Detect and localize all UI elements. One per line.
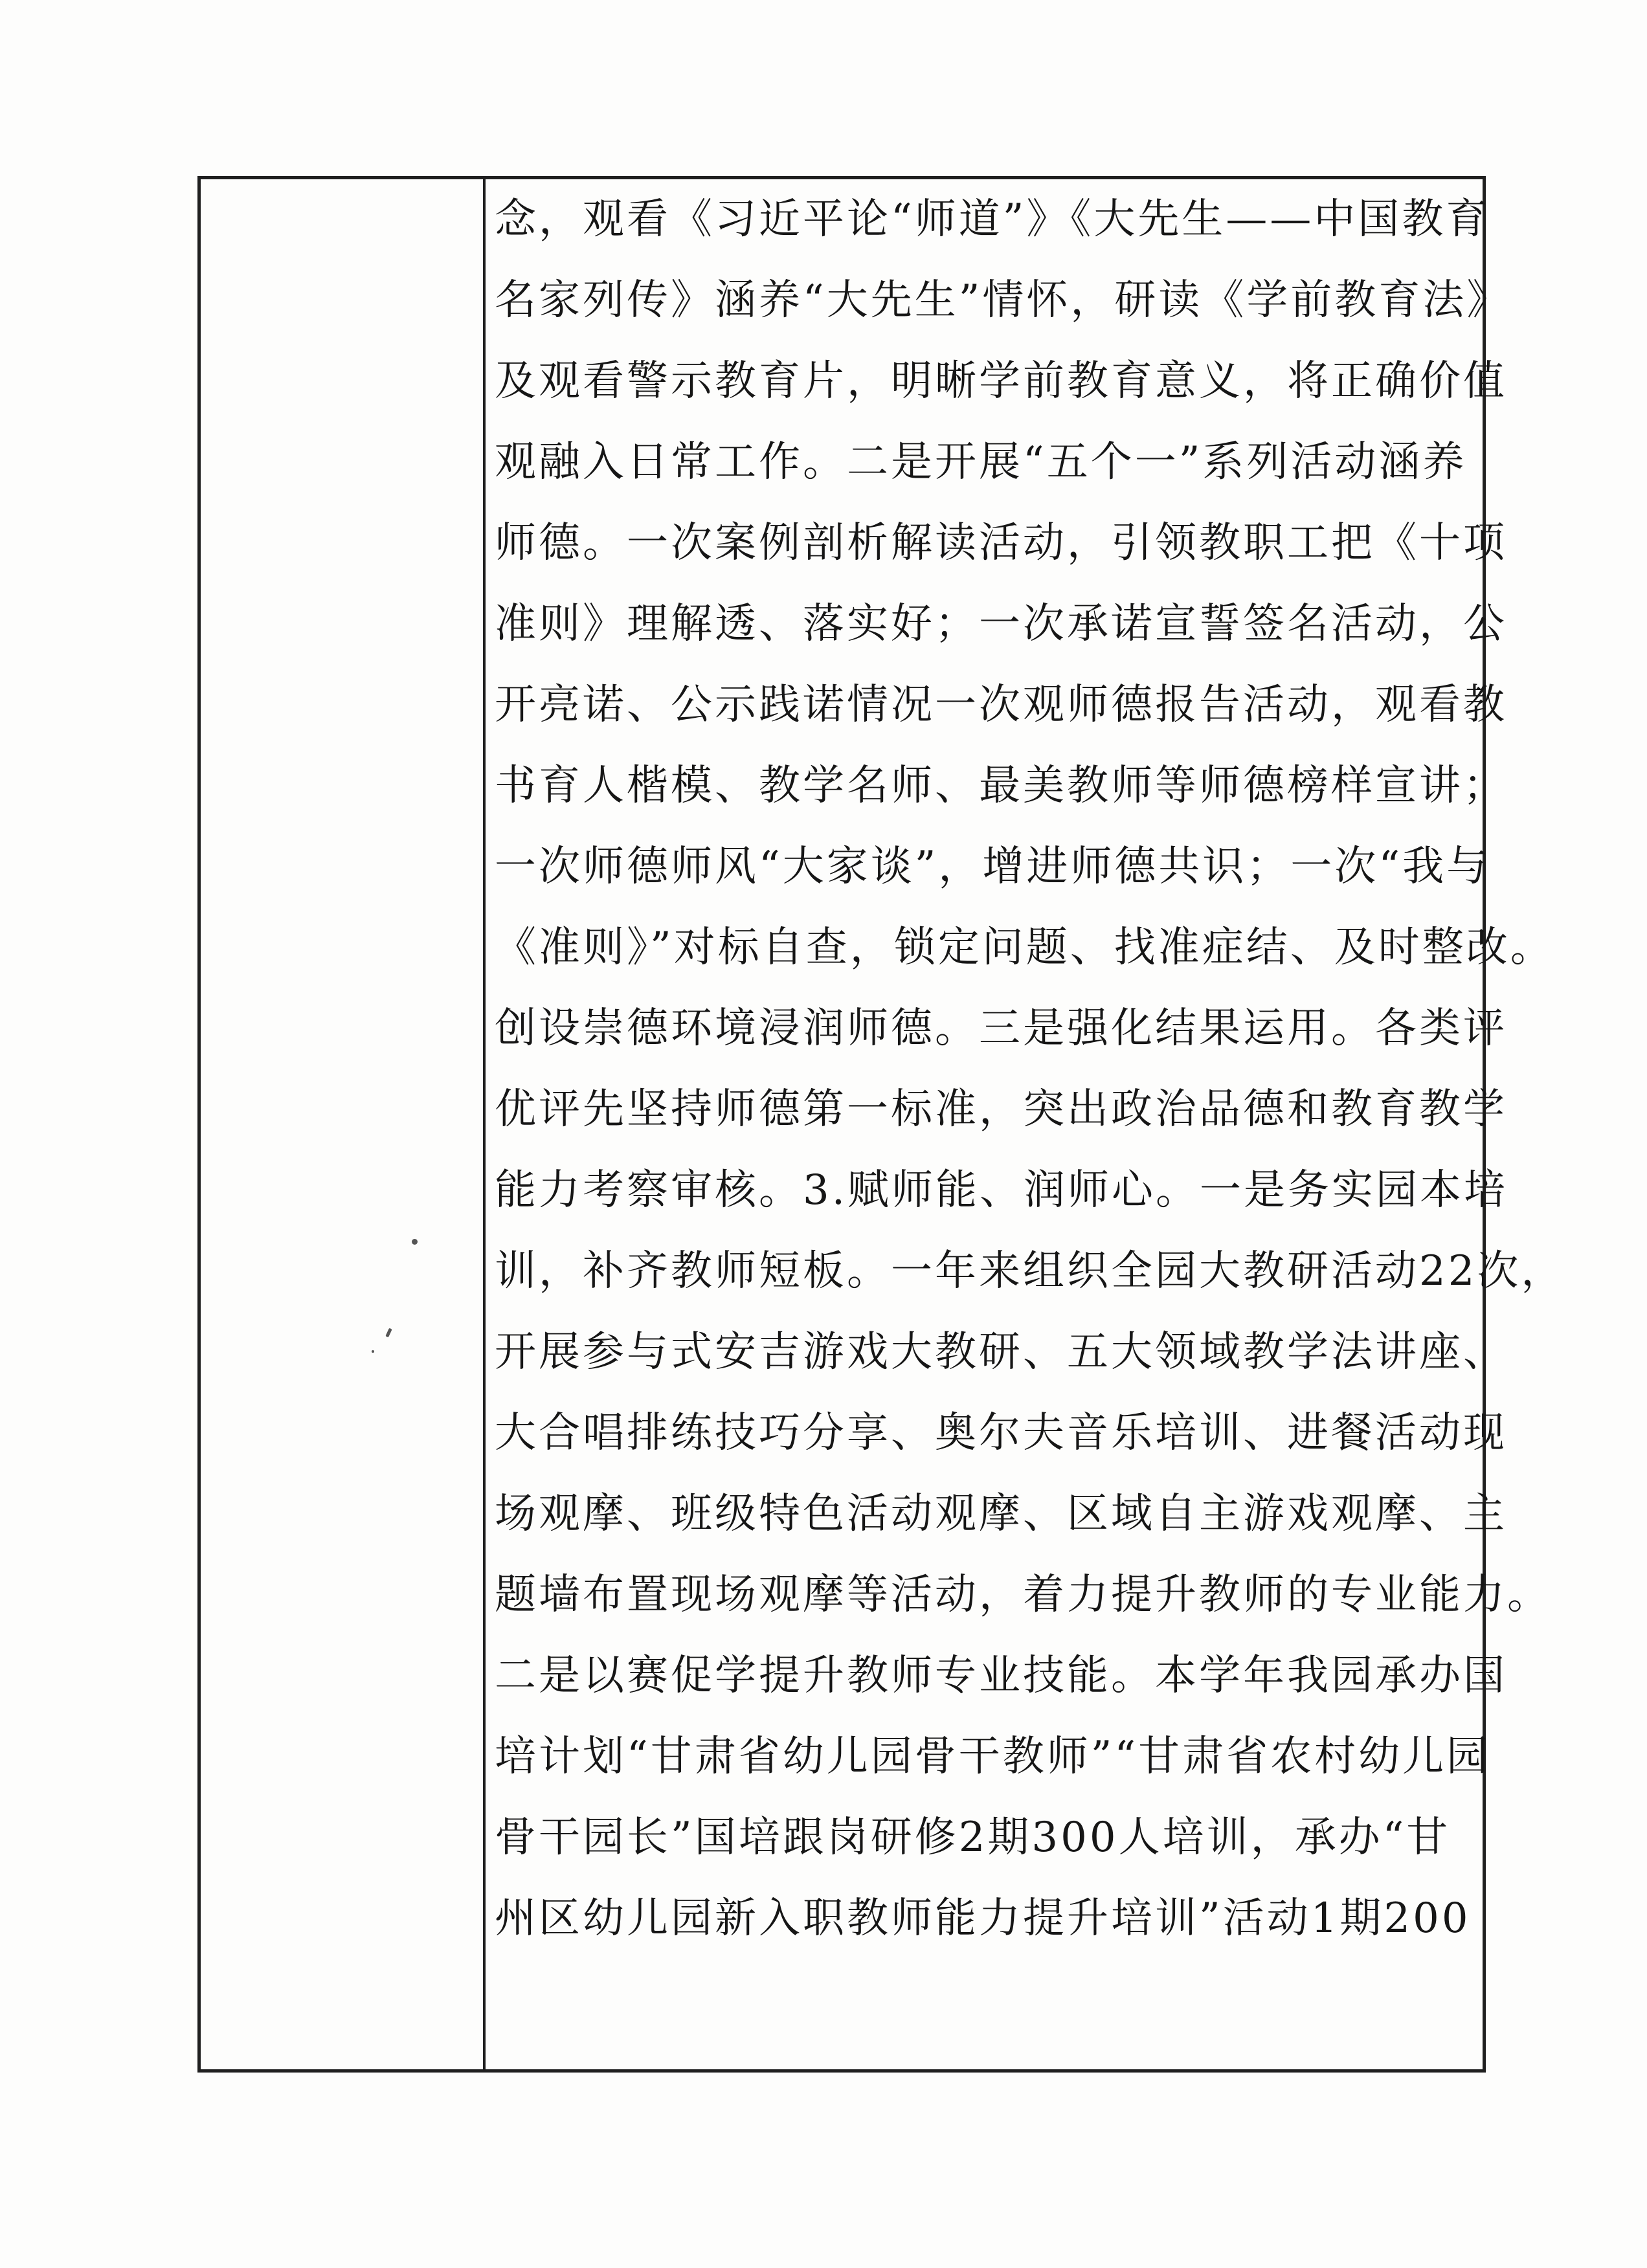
label-cell-empty xyxy=(201,179,486,2069)
body-text-line: 骨干园长”国培跟岗研修2期300人培训，承办“甘 xyxy=(495,1814,1451,1862)
body-text-line: 师德。一次案例剖析解读活动，引领教职工把《十项 xyxy=(495,519,1507,567)
body-text-line: 开展参与式安吉游戏大教研、五大领域教学法讲座、 xyxy=(495,1328,1507,1376)
body-text-line: 二是以赛促学提升教师专业技能。本学年我园承办国 xyxy=(495,1652,1507,1700)
body-text-line: 优评先坚持师德第一标准，突出政治品德和教育教学 xyxy=(495,1085,1507,1133)
body-text-line: 场观摩、班级特色活动观摩、区域自主游戏观摩、主 xyxy=(495,1490,1507,1538)
body-text-line: 大合唱排练技巧分享、奥尔夫音乐培训、进餐活动现 xyxy=(495,1409,1507,1457)
body-text-line: 能力考察审核。3.赋师能、润师心。一是务实园本培 xyxy=(495,1166,1508,1214)
content-cell xyxy=(486,179,1565,2069)
body-text-line: 观融入日常工作。二是开展“五个一”系列活动涵养 xyxy=(495,438,1467,486)
body-text-line: 培计划“甘肃省幼儿园骨干教师”“甘肃省农村幼儿园 xyxy=(495,1733,1491,1781)
body-text-line: 题墙布置现场观摩等活动，着力提升教师的专业能力。 xyxy=(495,1571,1551,1619)
body-text-line: 及观看警示教育片，明晰学前教育意义，将正确价值 xyxy=(495,357,1507,405)
body-text-line: 名家列传》涵养“大先生”情怀，研读《学前教育法》 xyxy=(495,276,1511,324)
body-text-line: 训，补齐教师短板。一年来组织全园大教研活动22次， xyxy=(495,1247,1565,1295)
body-text-line: 念，观看《习近平论“师道”》《大先生——中国教育 xyxy=(495,195,1490,243)
body-text-line: 创设崇德环境浸润师德。三是强化结果运用。各类评 xyxy=(495,1005,1507,1052)
body-text-line: 书育人楷模、教学名师、最美教师等师德榜样宣讲； xyxy=(495,762,1507,810)
body-text-line: 开亮诺、公示践诺情况一次观师德报告活动，观看教 xyxy=(495,681,1507,729)
scan-speck xyxy=(412,1239,418,1245)
form-table xyxy=(197,176,1565,2073)
body-text-line: 准则》理解透、落实好；一次承诺宣誓签名活动，公 xyxy=(495,600,1507,648)
body-text-line: 一次师德师风“大家谈”，增进师德共识；一次“我与 xyxy=(495,843,1491,891)
scan-speck xyxy=(372,1350,374,1353)
body-text-line: 州区幼儿园新入职教师能力提升培训”活动1期200 xyxy=(495,1895,1471,1942)
body-text-line: 《准则》”对标自查，锁定问题、找准症结、及时整改。 xyxy=(495,924,1554,972)
